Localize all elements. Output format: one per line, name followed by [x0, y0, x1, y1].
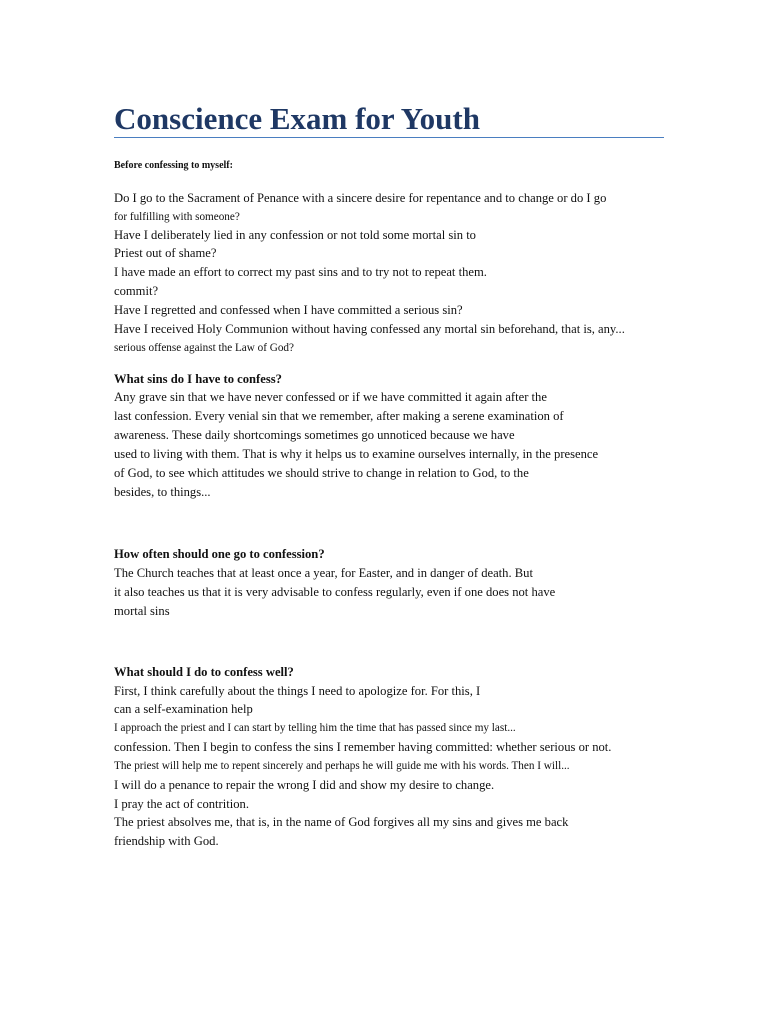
text-line: Priest out of shame?	[114, 246, 217, 260]
text-line: I pray the act of contrition.	[114, 797, 249, 811]
text-line: The priest will help me to repent sincerely and perhaps he will guide me with his words. Then I will...	[114, 760, 570, 772]
text-line: The Church teaches that at least once a year, for Easter, and in danger of death. But	[114, 566, 533, 580]
text-line: besides, to things...	[114, 485, 211, 499]
text-line: The priest absolves me, that is, in the name of God forgives all my sins and gives me back	[114, 815, 569, 829]
intro-label: Before confessing to myself:	[114, 160, 233, 171]
section-heading: What should I do to confess well?	[114, 665, 294, 679]
text-line: Have I received Holy Communion without having confessed any mortal sin beforehand, that is, any...	[114, 322, 625, 336]
text-line: commit?	[114, 284, 159, 298]
text-line: awareness. These daily shortcomings sometimes go unnoticed because we have	[114, 428, 515, 442]
text-line: confession. Then I begin to confess the sins I remember having committed: whether serious or not.	[114, 740, 612, 754]
text-line: Have I regretted and confessed when I have committed a serious sin?	[114, 303, 463, 317]
text-line: I have made an effort to correct my past sins and to try not to repeat them.	[114, 265, 487, 279]
text-line: last confession. Every venial sin that we remember, after making a serene examination of	[114, 409, 564, 423]
text-line: Do I go to the Sacrament of Penance with a sincere desire for repentance and to change or do I go	[114, 191, 607, 205]
title-underline	[114, 137, 664, 138]
text-line: Have I deliberately lied in any confession or not told some mortal sin to	[114, 228, 476, 242]
text-line: Any grave sin that we have never confessed or if we have committed it again after the	[114, 390, 547, 404]
text-line: First, I think carefully about the things I need to apologize for. For this, I	[114, 684, 481, 698]
section-heading: How often should one go to confession?	[114, 547, 325, 561]
text-line: friendship with God.	[114, 834, 219, 848]
text-line: serious offense against the Law of God?	[114, 342, 294, 354]
text-line: it also teaches us that it is very advisable to confess regularly, even if one does not have	[114, 585, 556, 599]
document-title: Conscience Exam for Youth	[114, 101, 480, 136]
section-heading: What sins do I have to confess?	[114, 372, 282, 386]
text-line: can a self-examination help	[114, 702, 253, 716]
text-line: of God, to see which attitudes we should strive to change in relation to God, to the	[114, 466, 529, 480]
text-line: used to living with them. That is why it helps us to examine ourselves internally, in the presence	[114, 447, 599, 461]
text-line: for fulfilling with someone?	[114, 211, 240, 223]
text-line: mortal sins	[114, 604, 170, 618]
text-line: I approach the priest and I can start by telling him the time that has passed since my last...	[114, 722, 516, 734]
text-line: I will do a penance to repair the wrong I did and show my desire to change.	[114, 778, 495, 792]
